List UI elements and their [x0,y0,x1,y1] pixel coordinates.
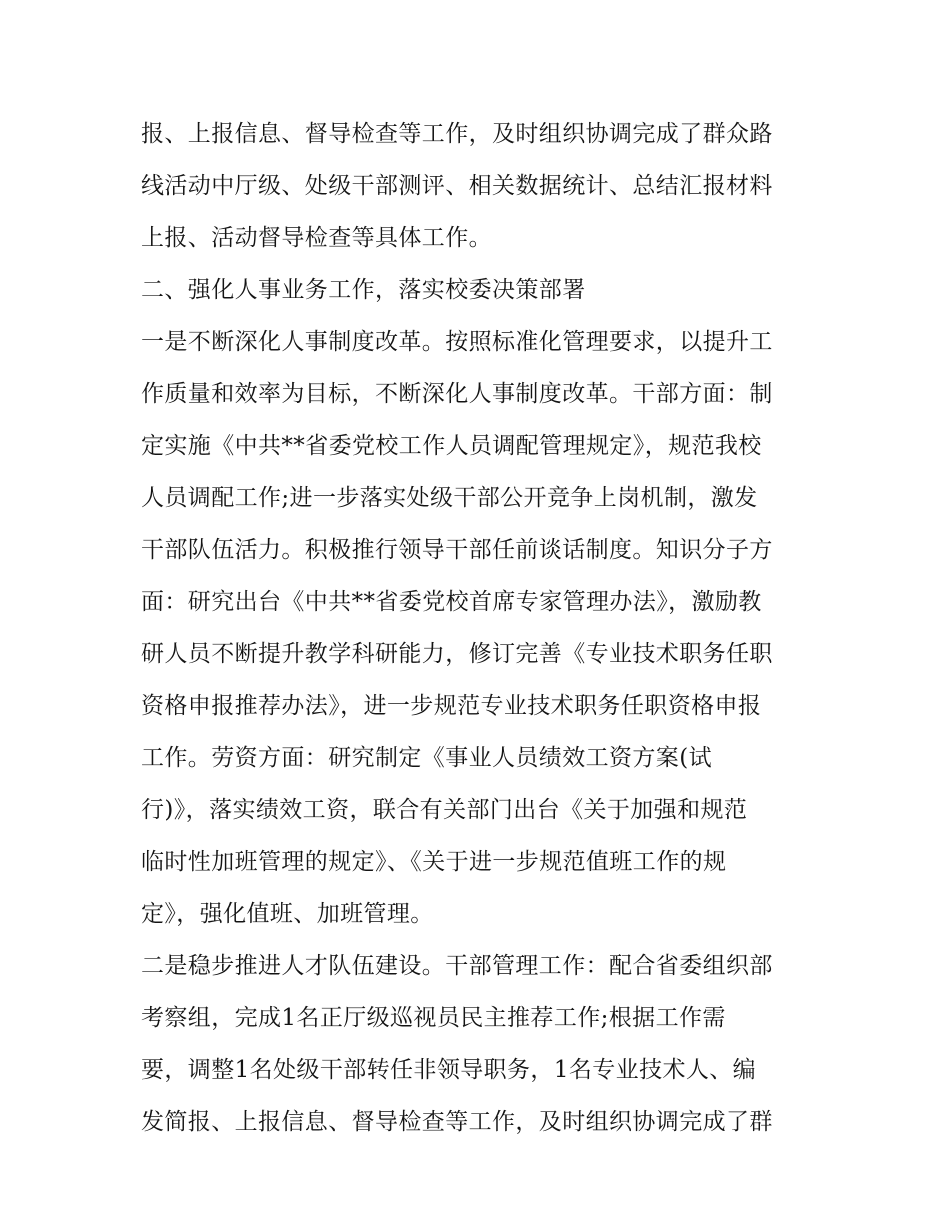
text-line: 上报、活动督导检查等具体工作。 [141,225,492,251]
text-line: 要，调整1名处级干部转任非领导职务，1名专业技术人、编 [141,1057,757,1083]
text-line: 作质量和效率为目标，不断深化人事制度改革。干部方面：制 [141,381,773,407]
text-line: 行)》，落实绩效工资，联合有关部门出台《关于加强和规范 [141,797,748,823]
text-line: 发简报、上报信息、督导检查等工作，及时组织协调完成了群 [141,1109,773,1135]
document-body [141,108,831,1148]
text-line: 一是不断深化人事制度改革。按照标准化管理要求，以提升工 [141,329,773,355]
text-line: 定》，强化值班、加班管理。 [141,901,434,927]
text-line: 临时性加班管理的规定》、《关于进一步规范值班工作的规 [141,849,727,875]
text-line: 考察组，完成1名正厅级巡视员民主推荐工作;根据工作需 [141,1005,726,1031]
text-line: 报、上报信息、督导检查等工作，及时组织协调完成了群众路 [141,121,773,147]
text-line: 线活动中厅级、处级干部测评、相关数据统计、总结汇报材料 [141,173,773,199]
text-line: 干部队伍活力。积极推行领导干部任前谈话制度。知识分子方 [141,537,773,563]
text-line: 研人员不断提升教学科研能力，修订完善《专业技术职务任职 [141,641,773,667]
text-line: 工作。劳资方面：研究制定《事业人员绩效工资方案(试 [141,745,712,771]
text-line: 二是稳步推进人才队伍建设。干部管理工作：配合省委组织部 [141,953,773,979]
text-line: 资格申报推荐办法》，进一步规范专业技术职务任职资格申报 [141,693,762,719]
text-line: 定实施《中共**省委党校工作人员调配管理规定》，规范我校 [141,433,762,459]
section-heading: 二、强化人事业务工作，落实校委决策部署 [141,277,586,303]
text-line: 面：研究出台《中共**省委党校首席专家管理办法》，激励教 [141,589,762,615]
text-line: 人员调配工作;进一步落实处级干部公开竞争上岗机制，激发 [141,485,758,511]
